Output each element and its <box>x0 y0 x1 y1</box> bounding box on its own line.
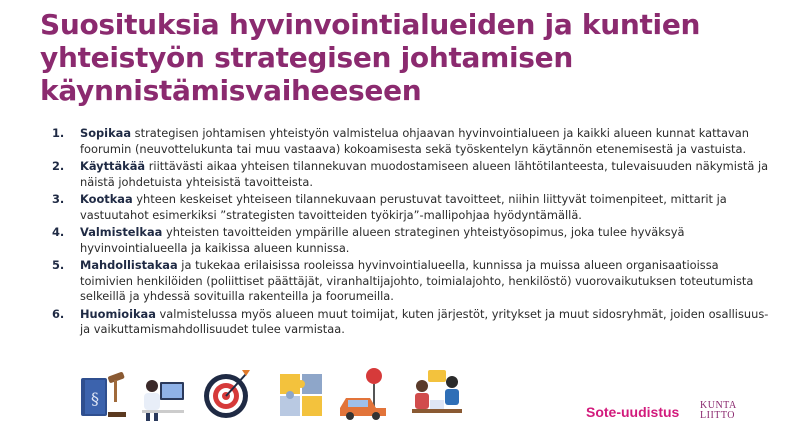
item-number: 3. <box>52 192 65 206</box>
item-text: ja tukekaa erilaisissa rooleissa hyvinvointialueella, kunnissa ja muissa alueen organisaatioissa toimivien henkilöiden (poliittiset päättäjät, viranhaltijajohto, toimialajohto, henkilöstö) vuorovaikutuksen toteutumista selkeillä ja yhdessä sovituilla rakenteilla ja foorumeilla. <box>80 258 754 303</box>
list-item <box>52 225 772 256</box>
list-item <box>52 192 772 223</box>
item-text: yhteisten tavoitteiden ympärille alueen strateginen yhteistyösopimus, joka tulee hyväksyä hyvinvointialueella ja kaikissa alueen kunnissa. <box>80 225 685 255</box>
item-text: yhteen keskeiset yhteiseen tilannekuvaan perustuvat tavoitteet, niihin liittyvät toimenpiteet, mittarit ja vastuutahot esimerkiksi ”strategisten tavoitteiden työkirja”-mallipohjaa hyödyntämällä. <box>80 192 727 222</box>
item-keyword: Mahdollistakaa <box>80 258 178 272</box>
people-meeting-icon <box>408 364 466 422</box>
list-item <box>52 126 772 157</box>
item-keyword: Huomioikaa <box>80 306 156 321</box>
sote-uudistus-logo: Sote-uudistus <box>586 404 680 420</box>
list-item <box>52 159 772 190</box>
recommendation-list <box>52 126 772 340</box>
car-signpost-icon <box>336 364 392 422</box>
item-number: 6. <box>52 306 65 321</box>
item-keyword: Sopikaa <box>80 126 132 140</box>
target-dart-icon <box>202 364 254 422</box>
illustration-row <box>78 364 478 424</box>
item-text: riittävästi aikaa yhteisen tilannekuvan muodostamiseen alueen lähtötilanteesta, tulevaisuuden näkymistä ja näistä johdetuista yhteisistä tavoitteista. <box>80 159 769 189</box>
item-keyword: Käyttäkää <box>80 159 146 173</box>
item-keyword: Kootkaa <box>80 192 133 206</box>
kuntaliitto-logo: KUNTA LIITTO <box>700 400 737 421</box>
svg-text:§: § <box>91 389 99 408</box>
item-text: strategisen johtamisen yhteistyön valmistelua ohjaavan hyvinvointialueen ja kaikki alueen kunnat kattavan foorumin (neuvottelukunta tai muu vastaava) kokoamisesta sekä työskentelyn käytännön etenemisestä ja vastuista. <box>80 126 749 156</box>
page-title: Suosituksia hyvinvointialueiden ja kuntien yhteistyön strategisen johtamisen käynnistämisvaiheeseen <box>40 8 701 107</box>
person-at-computer-icon <box>132 364 188 422</box>
law-book-gavel-icon <box>78 364 128 422</box>
puzzle-icon <box>276 364 326 422</box>
item-text: valmistelussa myös alueen muut toimijat, kuten järjestöt, yritykset ja muut sidosryhmät, joiden osallisuus- ja vaikuttamismahdollisuudet tulee varmistaa. <box>80 306 769 336</box>
item-number: 5. <box>52 258 65 272</box>
list-item <box>52 258 772 305</box>
list-item <box>52 307 772 338</box>
item-keyword: Valmistelkaa <box>80 225 163 239</box>
item-number: 4. <box>52 225 65 239</box>
item-number: 2. <box>52 159 65 173</box>
item-number: 1. <box>52 126 65 140</box>
